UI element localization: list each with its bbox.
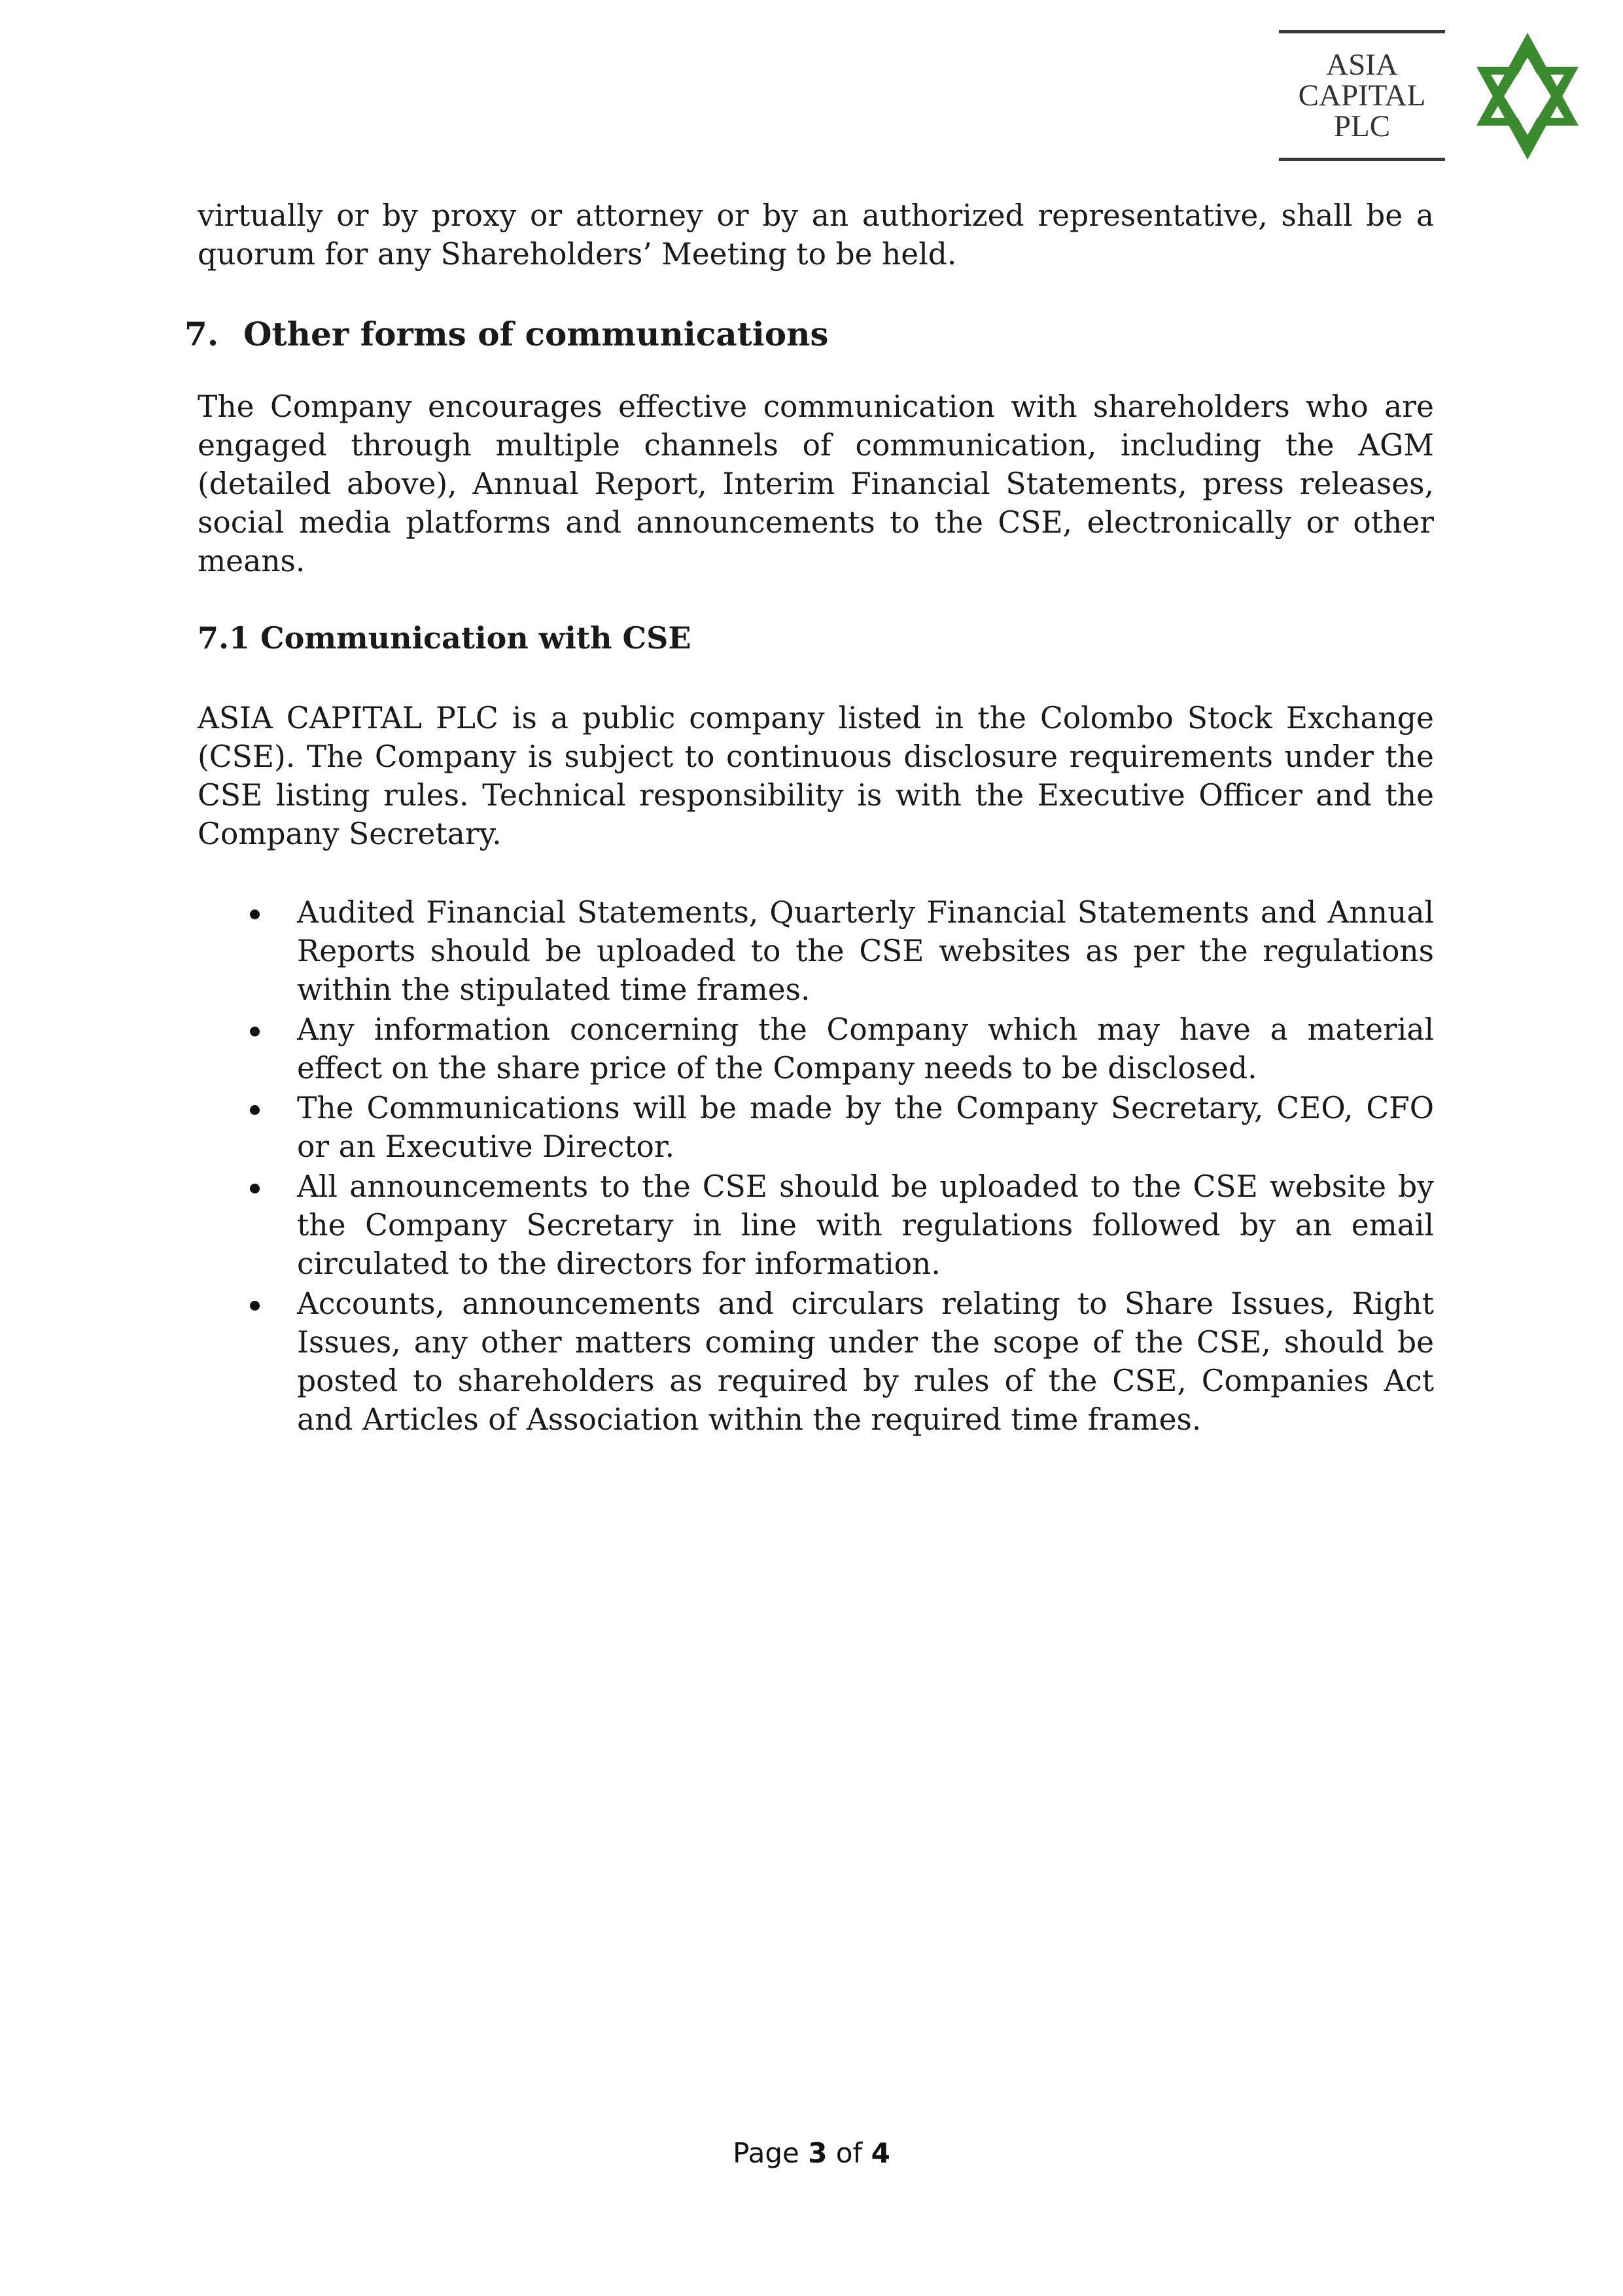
list-item (198, 1010, 1434, 1087)
footer-current-page: 3 (808, 2137, 828, 2169)
logo-line-3: PLC (1333, 109, 1391, 143)
section-7-1-paragraph: ASIA CAPITAL PLC is a public company listed in the Colombo Stock Exchange (CSE). The Company is subject to continuous disclosure requirements under the CSE listing rules. Technical responsibility is with the Executive Officer and the Company Secretary. (198, 701, 1434, 851)
list-item (198, 893, 1434, 1009)
company-logo (1279, 27, 1593, 168)
bullet-icon (250, 1301, 260, 1311)
logo-wordmark (1279, 30, 1445, 161)
list-item-text: The Communications will be made by the Company Secretary, CEO, CFO or an Executive Director. (297, 1091, 1434, 1164)
section-7-heading (184, 314, 1434, 355)
list-item-text: All announcements to the CSE should be uploaded to the CSE website by the Company Secretary in line with regulations followed by an email circulated to the directors for information. (297, 1169, 1434, 1281)
logo-line-2: CAPITAL (1298, 78, 1426, 113)
section-7-title: Other forms of communications (243, 315, 829, 353)
footer-of-word: of (835, 2137, 863, 2169)
document-body (184, 196, 1434, 1440)
bullet-icon (250, 1184, 260, 1193)
bullet-icon (250, 910, 260, 919)
list-item-text: Audited Financial Statements, Quarterly Financial Statements and Annual Reports should be uploaded to the CSE websites as per the regulations within the stipulated time frames. (297, 895, 1434, 1007)
section-7-number: 7. (184, 315, 219, 353)
bullet-icon (250, 1105, 260, 1115)
footer-total-pages: 4 (871, 2137, 890, 2169)
list-item (198, 1284, 1434, 1439)
logo-line-1: ASIA (1326, 47, 1398, 82)
hexagram-star-icon (1469, 27, 1586, 165)
intro-paragraph: virtually or by proxy or attorney or by an authorized representative, shall be a quorum for any Shareholders’ Meeting to be held. (198, 198, 1434, 272)
cse-requirements-list (198, 893, 1434, 1439)
page-footer (0, 2137, 1623, 2170)
list-item (198, 1167, 1434, 1283)
bullet-icon (250, 1027, 260, 1036)
section-7-paragraph: The Company encourages effective communication with shareholders who are engaged through multiple channels of communication, including the AGM (detailed above), Annual Report, Interim Financial Statements, press releases, social media platforms and announcements to the CSE, electronically or other means. (198, 389, 1434, 578)
footer-page-word: Page (733, 2137, 799, 2169)
section-7-1-heading: 7.1 Communication with CSE (198, 620, 691, 656)
list-item (198, 1089, 1434, 1166)
list-item-text: Any information concerning the Company which may have a material effect on the share price of the Company needs to be disclosed. (297, 1012, 1434, 1086)
list-item-text: Accounts, announcements and circulars relating to Share Issues, Right Issues, any other matters coming under the scope of the CSE, should be posted to shareholders as required by rules of the CSE, Companies Act and Articles of Association within the required time frames. (297, 1286, 1434, 1437)
